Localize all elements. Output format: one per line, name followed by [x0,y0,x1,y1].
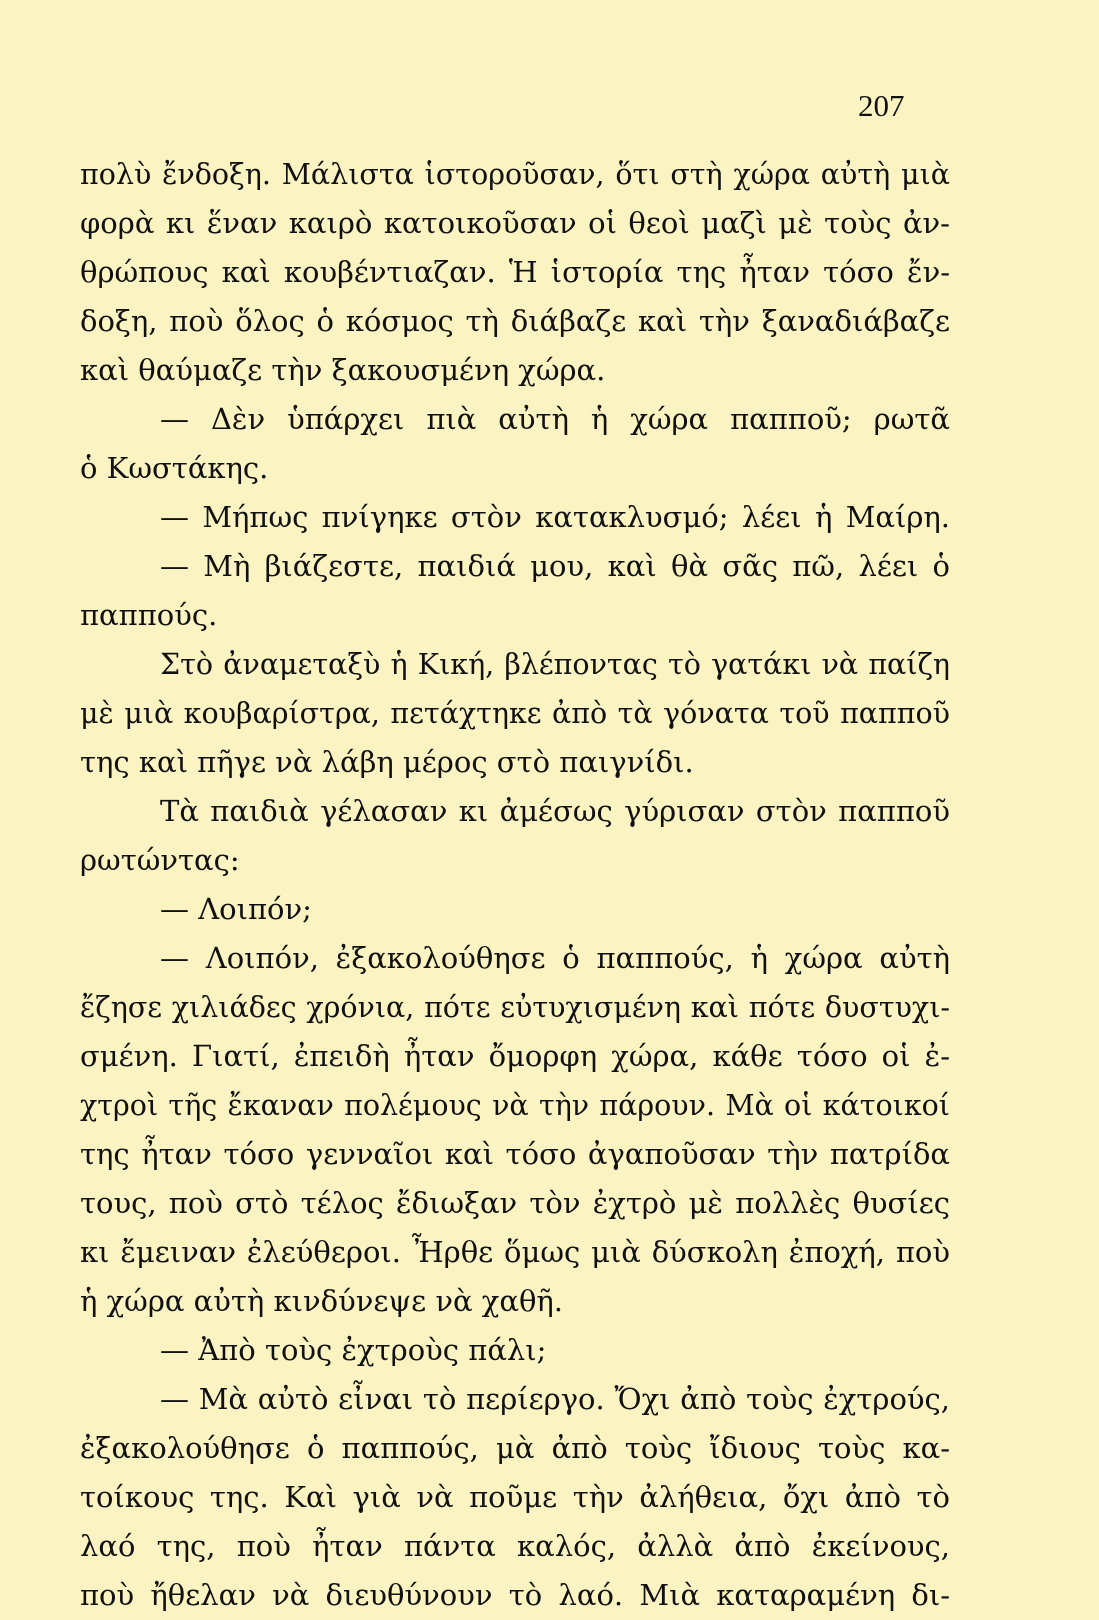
text-line: — Μὴ βιάζεστε, παιδιά μου, καὶ θὰ σᾶς πῶ, λέει ὁ [160,549,950,583]
text-line: ρωτώντας: [80,843,240,877]
text-line: — Μήπως πνίγηκε στὸν κατακλυσμό; λέει ἡ Μαίρη. [160,500,950,534]
text-line: παππούς. [80,598,218,632]
text-line: — Λοιπόν, ἐξακολούθησε ὁ παππούς, ἡ χώρα αὐτὴ [160,941,950,975]
text-line: μὲ μιὰ κουβαρίστρα, πετάχτηκε ἀπὸ τὰ γόνατα τοῦ παπποῦ [80,697,950,730]
text-line: τοίκους της. Καὶ γιὰ νὰ ποῦμε τὴν ἀλήθεια, ὄχι ἀπὸ τὸ [80,1480,950,1514]
text-line: της ἦταν τόσο γενναῖοι καὶ τόσο ἀγαποῦσαν τὴν πατρίδα [80,1137,950,1171]
text-line: — Ἀπὸ τοὺς ἐχτροὺς πάλι; [160,1333,547,1367]
text-line: κι ἔμειναν ἐλεύθεροι. Ἦρθε ὅμως μιὰ δύσκολη ἐποχή, ποὺ [80,1235,950,1269]
text-line: θρώπους καὶ κουβέντιαζαν. Ἡ ἱστορία της ἦταν τόσο ἔν- [80,255,950,289]
text-line: τους, ποὺ στὸ τέλος ἔδιωξαν τὸν ἐχτρὸ μὲ πολλὲς θυσίες [80,1186,950,1220]
text-line: χτροὶ τῆς ἔκαναν πολέμους νὰ τὴν πάρουν. Μὰ οἱ κάτοικοί [80,1089,950,1122]
text-line: φορὰ κι ἕναν καιρὸ κατοικοῦσαν οἱ θεοὶ μαζὶ μὲ τοὺς ἀν- [80,206,950,240]
text-line: δοξη, ποὺ ὅλος ὁ κόσμος τὴ διάβαζε καὶ τὴν ξαναδιάβαζε [80,304,950,338]
text-line: — Μὰ αὐτὸ εἶναι τὸ περίεργο. Ὄχι ἀπὸ τοὺς ἐχτρούς, [160,1382,950,1416]
text-line: ἐξακολούθησε ὁ παππούς, μὰ ἀπὸ τοὺς ἴδιους τοὺς κα- [80,1431,950,1465]
text-line: ὁ Κωστάκης. [80,451,269,485]
text-line: πολὺ ἔνδοξη. Μάλιστα ἱστοροῦσαν, ὅτι στὴ χώρα αὐτὴ μιὰ [80,158,950,191]
text-line: της καὶ πῆγε νὰ λάβη μέρος στὸ παιγνίδι. [80,745,694,779]
text-line: Στὸ ἀναμεταξὺ ἡ Κική, βλέποντας τὸ γατάκι νὰ παίζη [160,648,950,681]
text-line: — Λοιπόν; [160,892,312,926]
body-text [80,150,950,1620]
page-number: 207 [858,88,905,123]
text-line: Τὰ παιδιὰ γέλασαν κι ἀμέσως γύρισαν στὸν παπποῦ [160,794,950,828]
text-line: ποὺ ἤθελαν νὰ διευθύνουν τὸ λαό. Μιὰ καταραμένη δι- [80,1578,950,1612]
text-line: ἡ χώρα αὐτὴ κινδύνεψε νὰ χαθῆ. [80,1284,564,1318]
text-line: ἔζησε χιλιάδες χρόνια, πότε εὐτυχισμένη καὶ πότε δυστυχι- [80,991,950,1024]
text-line: λαό της, ποὺ ἦταν πάντα καλός, ἀλλὰ ἀπὸ ἐκείνους, [80,1529,950,1563]
text-line: σμένη. Γιατί, ἐπειδὴ ἦταν ὄμορφη χώρα, κάθε τόσο οἱ ἐ- [80,1039,950,1073]
text-line: καὶ θαύμαζε τὴν ξακουσμένη χώρα. [80,353,606,387]
text-line: — Δὲν ὑπάρχει πιὰ αὐτὴ ἡ χώρα παπποῦ; ρωτᾶ [160,402,950,436]
